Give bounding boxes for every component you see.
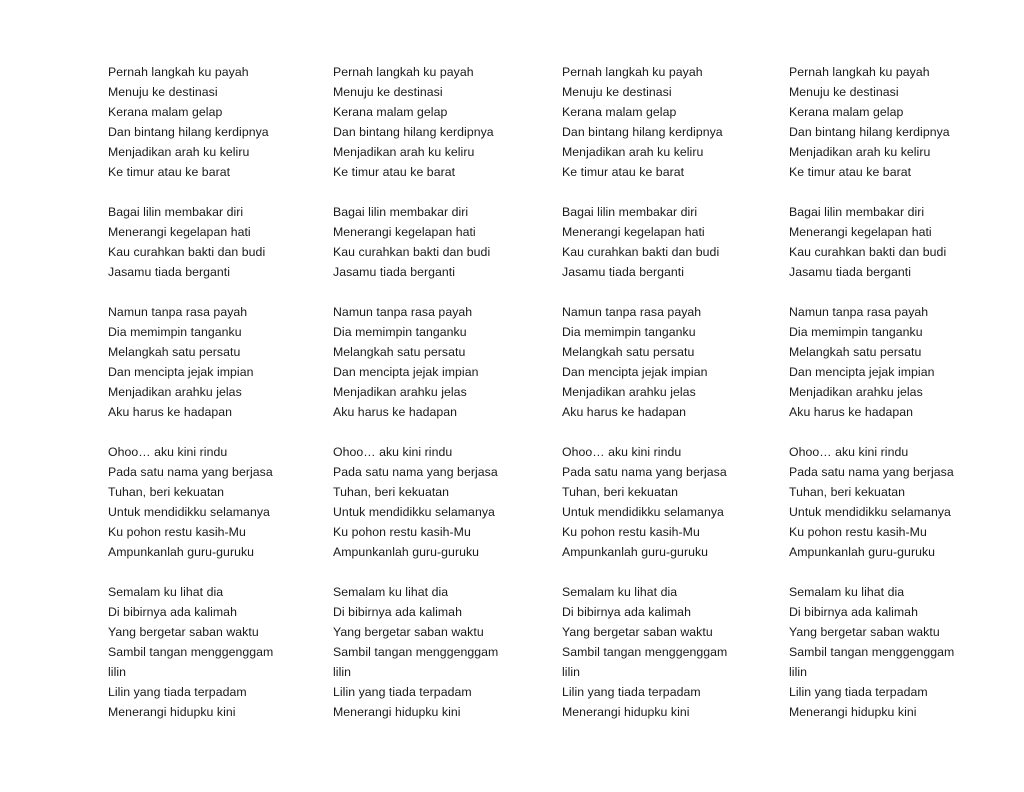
lyric-line: Dan bintang hilang kerdipnya [789, 125, 950, 139]
lyric-line: lilin [562, 665, 581, 679]
lyric-line: Semalam ku lihat dia [333, 585, 449, 599]
lyric-line: Kerana malam gelap [789, 105, 904, 119]
stanza [108, 582, 333, 722]
lyric-line: Menerangi hidupku kini [333, 705, 461, 719]
lyric-line: Bagai lilin membakar diri [333, 205, 469, 219]
lyric-line: Menerangi hidupku kini [789, 705, 917, 719]
lyric-line: Aku harus ke hadapan [333, 405, 458, 419]
lyric-line: Dan bintang hilang kerdipnya [562, 125, 723, 139]
lyric-line: Ohoo… aku kini rindu [562, 445, 682, 459]
stanza [333, 302, 558, 422]
lyric-line: Namun tanpa rasa payah [562, 305, 702, 319]
lyric-line: Untuk mendidikku selamanya [562, 505, 724, 519]
lyric-line: Di bibirnya ada kalimah [333, 605, 462, 619]
lyric-line: Menjadikan arahku jelas [333, 385, 467, 399]
lyric-line: Menerangi kegelapan hati [108, 225, 251, 239]
lyric-line: Jasamu tiada berganti [108, 265, 231, 279]
lyric-line: Ampunkanlah guru-guruku [562, 545, 709, 559]
lyric-line: Melangkah satu persatu [562, 345, 695, 359]
lyric-line: Menjadikan arah ku keliru [789, 145, 931, 159]
lyric-line: Sambil tangan menggenggam [333, 645, 499, 659]
lyric-line: lilin [333, 665, 352, 679]
lyric-line: Ampunkanlah guru-guruku [333, 545, 480, 559]
lyric-line: Ampunkanlah guru-guruku [108, 545, 255, 559]
stanza [562, 302, 787, 422]
lyric-line: Aku harus ke hadapan [789, 405, 914, 419]
stanza [108, 62, 333, 182]
stanza [789, 302, 1014, 422]
lyric-line: Sambil tangan menggenggam [789, 645, 955, 659]
lyric-line: Pada satu nama yang berjasa [108, 465, 273, 479]
lyric-line: Menerangi kegelapan hati [333, 225, 476, 239]
lyrics-column-3 [562, 62, 787, 742]
lyric-line: Tuhan, beri kekuatan [789, 485, 906, 499]
lyric-line: Menuju ke destinasi [108, 85, 218, 99]
lyric-line: Namun tanpa rasa payah [108, 305, 248, 319]
lyric-line: Dia memimpin tanganku [789, 325, 923, 339]
lyric-line: Pernah langkah ku payah [108, 65, 249, 79]
lyric-line: Namun tanpa rasa payah [333, 305, 473, 319]
lyric-line: Ku pohon restu kasih-Mu [108, 525, 246, 539]
lyric-line: Menjadikan arahku jelas [562, 385, 696, 399]
lyric-line: Tuhan, beri kekuatan [562, 485, 679, 499]
lyric-line: Kau curahkan bakti dan budi [108, 245, 266, 259]
lyric-line: Aku harus ke hadapan [562, 405, 687, 419]
lyric-line: Kau curahkan bakti dan budi [333, 245, 491, 259]
lyrics-column-1 [108, 62, 333, 742]
lyric-line: Lilin yang tiada terpadam [789, 685, 928, 699]
lyric-line: Dan bintang hilang kerdipnya [333, 125, 494, 139]
lyric-line: Menerangi kegelapan hati [562, 225, 705, 239]
lyrics-column-2 [333, 62, 558, 742]
lyric-line: lilin [108, 665, 127, 679]
lyric-line: Ke timur atau ke barat [333, 165, 456, 179]
lyric-line: Menerangi hidupku kini [108, 705, 236, 719]
lyric-line: Namun tanpa rasa payah [789, 305, 929, 319]
lyric-line: Pernah langkah ku payah [789, 65, 930, 79]
lyric-line: Ohoo… aku kini rindu [789, 445, 909, 459]
lyric-line: Ke timur atau ke barat [108, 165, 231, 179]
lyric-line: Untuk mendidikku selamanya [789, 505, 951, 519]
lyric-line: Menjadikan arah ku keliru [333, 145, 475, 159]
lyric-line: Menjadikan arah ku keliru [562, 145, 704, 159]
lyric-line: Tuhan, beri kekuatan [333, 485, 450, 499]
lyric-line: Dan bintang hilang kerdipnya [108, 125, 269, 139]
lyric-line: Semalam ku lihat dia [562, 585, 678, 599]
stanza [789, 442, 1014, 562]
lyric-line: Melangkah satu persatu [333, 345, 466, 359]
stanza [789, 62, 1014, 182]
lyric-line: Pernah langkah ku payah [562, 65, 703, 79]
lyric-line: Ku pohon restu kasih-Mu [333, 525, 471, 539]
lyric-line: Pada satu nama yang berjasa [333, 465, 498, 479]
lyric-line: Ke timur atau ke barat [562, 165, 685, 179]
lyric-line: Melangkah satu persatu [108, 345, 241, 359]
stanza [333, 582, 558, 722]
stanza [333, 202, 558, 282]
lyric-line: Lilin yang tiada terpadam [108, 685, 247, 699]
stanza [562, 202, 787, 282]
lyric-line: Pada satu nama yang berjasa [562, 465, 727, 479]
lyric-line: Kerana malam gelap [333, 105, 448, 119]
stanza [108, 202, 333, 282]
lyric-line: Tuhan, beri kekuatan [108, 485, 225, 499]
stanza [108, 442, 333, 562]
lyric-line: Semalam ku lihat dia [108, 585, 224, 599]
lyric-line: Menuju ke destinasi [333, 85, 443, 99]
stanza [789, 582, 1014, 722]
lyric-line: Kerana malam gelap [562, 105, 677, 119]
lyric-line: Ku pohon restu kasih-Mu [562, 525, 700, 539]
lyric-line: Dan mencipta jejak impian [108, 365, 254, 379]
lyric-line: Yang bergetar saban waktu [789, 625, 940, 639]
lyric-line: Bagai lilin membakar diri [562, 205, 698, 219]
lyric-line: Kau curahkan bakti dan budi [562, 245, 720, 259]
stanza [789, 202, 1014, 282]
lyric-line: Dan mencipta jejak impian [789, 365, 935, 379]
lyric-line: Aku harus ke hadapan [108, 405, 233, 419]
lyric-line: Ampunkanlah guru-guruku [789, 545, 936, 559]
lyric-line: Di bibirnya ada kalimah [789, 605, 918, 619]
lyric-line: Sambil tangan menggenggam [108, 645, 274, 659]
lyric-line: Untuk mendidikku selamanya [108, 505, 270, 519]
stanza [108, 302, 333, 422]
lyric-line: Kau curahkan bakti dan budi [789, 245, 947, 259]
lyric-line: Jasamu tiada berganti [333, 265, 456, 279]
lyric-line: Menerangi hidupku kini [562, 705, 690, 719]
lyric-line: Ohoo… aku kini rindu [108, 445, 228, 459]
lyric-line: Jasamu tiada berganti [562, 265, 685, 279]
lyric-line: Jasamu tiada berganti [789, 265, 912, 279]
lyric-line: Menjadikan arahku jelas [789, 385, 923, 399]
lyric-line: Yang bergetar saban waktu [333, 625, 484, 639]
lyric-line: Bagai lilin membakar diri [789, 205, 925, 219]
stanza [562, 582, 787, 722]
lyric-line: Yang bergetar saban waktu [108, 625, 259, 639]
lyric-line: Menjadikan arah ku keliru [108, 145, 250, 159]
lyric-line: lilin [789, 665, 808, 679]
lyric-line: Bagai lilin membakar diri [108, 205, 244, 219]
lyrics-column-4 [789, 62, 1014, 742]
lyric-line: Dan mencipta jejak impian [333, 365, 479, 379]
lyric-line: Di bibirnya ada kalimah [108, 605, 237, 619]
lyric-line: Pada satu nama yang berjasa [789, 465, 954, 479]
lyric-line: Menjadikan arahku jelas [108, 385, 242, 399]
lyric-line: Ke timur atau ke barat [789, 165, 912, 179]
stanza [333, 442, 558, 562]
stanza [562, 62, 787, 182]
lyric-line: Dia memimpin tanganku [562, 325, 696, 339]
stanza [562, 442, 787, 562]
lyric-line: Sambil tangan menggenggam [562, 645, 728, 659]
stanza [333, 62, 558, 182]
lyric-line: Dia memimpin tanganku [333, 325, 467, 339]
lyric-line: Melangkah satu persatu [789, 345, 922, 359]
lyric-line: Kerana malam gelap [108, 105, 223, 119]
lyric-line: Di bibirnya ada kalimah [562, 605, 691, 619]
lyric-line: Menerangi kegelapan hati [789, 225, 932, 239]
lyric-line: Menuju ke destinasi [562, 85, 672, 99]
lyric-line: Ohoo… aku kini rindu [333, 445, 453, 459]
lyric-line: Yang bergetar saban waktu [562, 625, 713, 639]
lyric-line: Semalam ku lihat dia [789, 585, 905, 599]
lyric-line: Lilin yang tiada terpadam [333, 685, 472, 699]
lyric-line: Dia memimpin tanganku [108, 325, 242, 339]
lyric-line: Dan mencipta jejak impian [562, 365, 708, 379]
lyric-line: Pernah langkah ku payah [333, 65, 474, 79]
lyric-line: Ku pohon restu kasih-Mu [789, 525, 927, 539]
lyric-line: Lilin yang tiada terpadam [562, 685, 701, 699]
lyric-line: Menuju ke destinasi [789, 85, 899, 99]
lyric-line: Untuk mendidikku selamanya [333, 505, 495, 519]
